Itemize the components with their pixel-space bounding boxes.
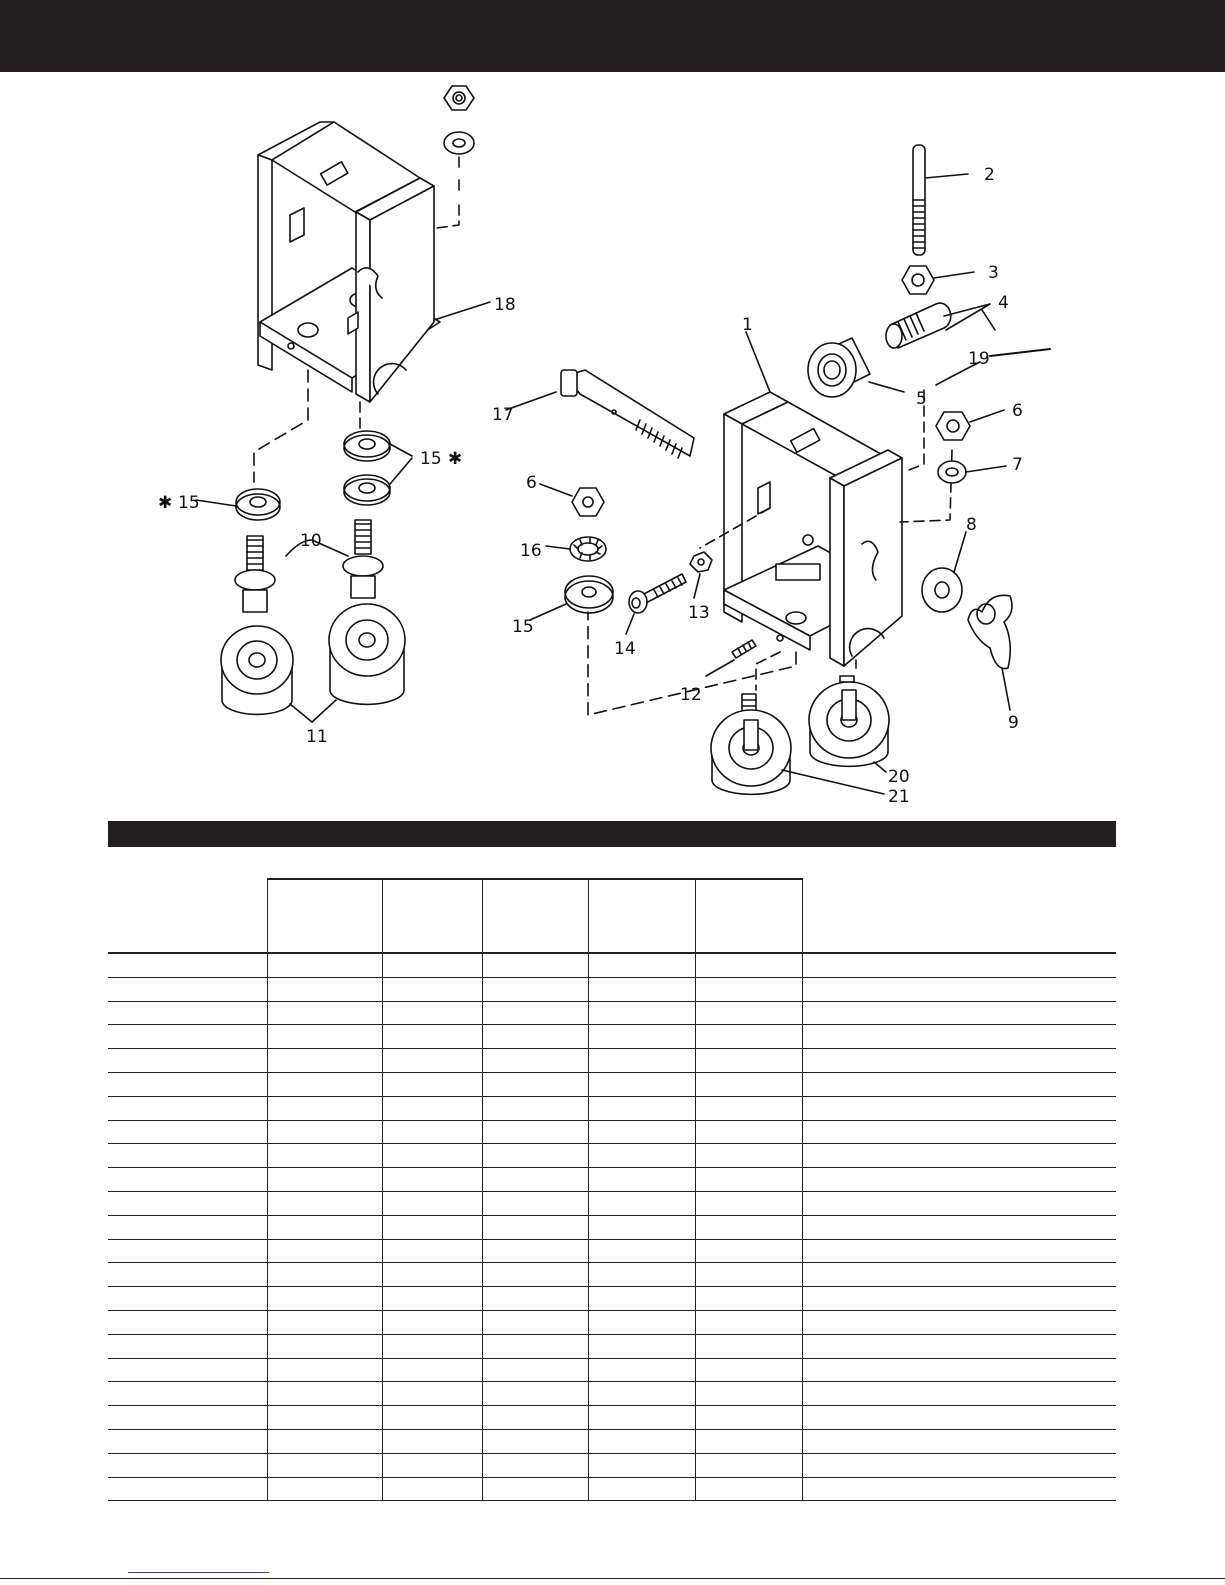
table-cell bbox=[382, 1120, 482, 1144]
table-cell bbox=[695, 1382, 802, 1406]
table-cell bbox=[695, 1310, 802, 1334]
table-cell bbox=[588, 1168, 695, 1192]
flat-washer-icon bbox=[922, 568, 962, 612]
table-cell bbox=[382, 1215, 482, 1239]
table-cell bbox=[482, 953, 588, 977]
table-cell bbox=[108, 1215, 267, 1239]
table-cell bbox=[695, 1358, 802, 1382]
table-cell bbox=[108, 1358, 267, 1382]
callout-3: 3 bbox=[988, 263, 999, 283]
table-cell bbox=[802, 1358, 1116, 1382]
table-cell bbox=[267, 1191, 382, 1215]
cap-screw-icon bbox=[629, 574, 686, 613]
carriage-bolt-icon bbox=[561, 370, 694, 458]
table-cell bbox=[108, 1120, 267, 1144]
table-cell bbox=[482, 1144, 588, 1168]
table-cell bbox=[802, 1049, 1116, 1073]
table-cell bbox=[588, 1334, 695, 1358]
callout-17: 17 bbox=[492, 405, 514, 425]
table-cell bbox=[267, 1049, 382, 1073]
table-cell bbox=[482, 1429, 588, 1453]
callout-10: 10 bbox=[300, 531, 322, 551]
table-cell bbox=[108, 1096, 267, 1120]
table-cell bbox=[108, 1453, 267, 1477]
table-row bbox=[108, 1358, 1116, 1382]
table-cell bbox=[482, 1406, 588, 1430]
table-cell bbox=[588, 1025, 695, 1049]
set-screw-icon bbox=[732, 640, 756, 658]
table-cell bbox=[802, 1120, 1116, 1144]
table-cell bbox=[588, 1287, 695, 1311]
table-cell bbox=[382, 1001, 482, 1025]
callout-9: 9 bbox=[1008, 713, 1019, 733]
header-cell bbox=[382, 879, 482, 953]
roller-icon bbox=[809, 676, 889, 766]
parts-list-table bbox=[108, 878, 1116, 1501]
header-cell bbox=[267, 879, 382, 953]
callout-8: 8 bbox=[966, 515, 977, 535]
flat-washer-icon bbox=[236, 489, 280, 520]
table-cell bbox=[482, 1025, 588, 1049]
table-cell bbox=[108, 1429, 267, 1453]
lock-washer-icon bbox=[444, 132, 474, 154]
callout-13: 13 bbox=[688, 603, 710, 623]
table-cell bbox=[482, 1310, 588, 1334]
table-cell bbox=[267, 1263, 382, 1287]
table-cell bbox=[802, 1191, 1116, 1215]
stud-icon bbox=[235, 536, 275, 612]
table-row bbox=[108, 1049, 1116, 1073]
table-cell bbox=[108, 1382, 267, 1406]
table-row bbox=[108, 1168, 1116, 1192]
table-cell bbox=[482, 1191, 588, 1215]
lock-washer-icon bbox=[938, 461, 966, 483]
table-cell bbox=[482, 1239, 588, 1263]
bearing-roller-icon bbox=[808, 338, 870, 397]
table-cell bbox=[588, 1453, 695, 1477]
table-cell bbox=[267, 953, 382, 977]
table-cell bbox=[267, 1477, 382, 1501]
table-cell bbox=[588, 1215, 695, 1239]
header-cell bbox=[588, 879, 695, 953]
table-cell bbox=[588, 1144, 695, 1168]
roller-icon bbox=[329, 604, 405, 704]
hex-nut-icon bbox=[444, 86, 474, 110]
table-row bbox=[108, 977, 1116, 1001]
table-cell bbox=[802, 1334, 1116, 1358]
table-cell bbox=[588, 977, 695, 1001]
table-row bbox=[108, 1310, 1116, 1334]
table-cell bbox=[588, 1477, 695, 1501]
table-cell bbox=[802, 1429, 1116, 1453]
table-cell bbox=[802, 1072, 1116, 1096]
table-cell bbox=[382, 1453, 482, 1477]
table-cell bbox=[695, 1096, 802, 1120]
table-cell bbox=[482, 1263, 588, 1287]
table-cell bbox=[588, 1406, 695, 1430]
table-cell bbox=[482, 1001, 588, 1025]
table-row bbox=[108, 1334, 1116, 1358]
callout-2: 2 bbox=[984, 165, 995, 185]
table-cell bbox=[382, 1358, 482, 1382]
table-cell bbox=[382, 1429, 482, 1453]
callout-1: 1 bbox=[742, 315, 753, 335]
table-row bbox=[108, 1477, 1116, 1501]
table-cell bbox=[802, 977, 1116, 1001]
table-cell bbox=[588, 1120, 695, 1144]
table-cell bbox=[695, 1263, 802, 1287]
table-cell bbox=[267, 1239, 382, 1263]
table-cell bbox=[695, 1453, 802, 1477]
hex-nut-icon bbox=[902, 266, 934, 294]
table-cell bbox=[267, 1429, 382, 1453]
table-cell bbox=[382, 1025, 482, 1049]
table-row bbox=[108, 1144, 1116, 1168]
table-row bbox=[108, 1072, 1116, 1096]
exploded-parts-diagram bbox=[0, 72, 1225, 812]
table-cell bbox=[482, 1072, 588, 1096]
table-cell bbox=[108, 1406, 267, 1430]
table-cell bbox=[108, 1049, 267, 1073]
table-cell bbox=[482, 1477, 588, 1501]
asterisk-mark: ✱ bbox=[448, 449, 463, 469]
left-guide-assembly bbox=[196, 86, 490, 722]
footer-link[interactable] bbox=[128, 1572, 269, 1573]
table-cell bbox=[482, 1215, 588, 1239]
table-cell bbox=[267, 1120, 382, 1144]
callout-14: 14 bbox=[614, 639, 636, 659]
callout-19: 19 bbox=[968, 349, 990, 369]
table-cell bbox=[382, 953, 482, 977]
table-cell bbox=[108, 977, 267, 1001]
callout-15: 15 bbox=[512, 617, 534, 637]
roller-icon bbox=[221, 626, 293, 714]
table-cell bbox=[382, 1096, 482, 1120]
table-cell bbox=[802, 1215, 1116, 1239]
table-cell bbox=[267, 1168, 382, 1192]
table-cell bbox=[267, 1001, 382, 1025]
table-cell bbox=[482, 1382, 588, 1406]
table-cell bbox=[695, 977, 802, 1001]
table-row bbox=[108, 1263, 1116, 1287]
table-cell bbox=[802, 1453, 1116, 1477]
table-cell bbox=[588, 953, 695, 977]
table-cell bbox=[588, 1191, 695, 1215]
table-row bbox=[108, 953, 1116, 977]
table-row bbox=[108, 1120, 1116, 1144]
table-cell bbox=[382, 1382, 482, 1406]
table-cell bbox=[108, 1144, 267, 1168]
table-row bbox=[108, 1429, 1116, 1453]
table-cell bbox=[382, 1287, 482, 1311]
table-row bbox=[108, 1453, 1116, 1477]
table-cell bbox=[482, 1358, 588, 1382]
table-cell bbox=[588, 1239, 695, 1263]
table-cell bbox=[802, 1477, 1116, 1501]
table-cell bbox=[695, 1429, 802, 1453]
callout-21: 21 bbox=[888, 787, 910, 807]
table-cell bbox=[482, 1168, 588, 1192]
table-cell bbox=[588, 1263, 695, 1287]
table-cell bbox=[267, 1334, 382, 1358]
table-row bbox=[108, 1382, 1116, 1406]
table-cell bbox=[802, 953, 1116, 977]
table-cell bbox=[482, 1120, 588, 1144]
stud-icon bbox=[343, 520, 383, 598]
table-cell bbox=[382, 1168, 482, 1192]
table-cell bbox=[695, 1287, 802, 1311]
table-cell bbox=[382, 1263, 482, 1287]
table-cell bbox=[267, 1453, 382, 1477]
table-cell bbox=[695, 1334, 802, 1358]
table-cell bbox=[108, 1025, 267, 1049]
table-cell bbox=[588, 1382, 695, 1406]
flat-washer-icon bbox=[565, 576, 613, 613]
table-row bbox=[108, 1025, 1116, 1049]
table-cell bbox=[802, 1239, 1116, 1263]
callout-6: 6 bbox=[526, 473, 537, 493]
table-cell bbox=[695, 1406, 802, 1430]
table-cell bbox=[802, 1263, 1116, 1287]
table-row bbox=[108, 1287, 1116, 1311]
callout-16: 16 bbox=[520, 541, 542, 561]
table-cell bbox=[108, 1191, 267, 1215]
table-cell bbox=[267, 1310, 382, 1334]
callout-15: 15 bbox=[178, 493, 200, 513]
callout-15: 15 bbox=[420, 449, 442, 469]
table-cell bbox=[695, 1072, 802, 1096]
table-cell bbox=[695, 1191, 802, 1215]
star-washer-icon bbox=[570, 537, 606, 561]
table-cell bbox=[588, 1358, 695, 1382]
knurled-pin-icon bbox=[886, 303, 951, 348]
header-bar bbox=[0, 0, 1225, 72]
table-row bbox=[108, 1096, 1116, 1120]
table-cell bbox=[482, 1049, 588, 1073]
callout-12: 12 bbox=[680, 685, 702, 705]
small-nut-icon bbox=[690, 552, 712, 572]
table-cell bbox=[108, 953, 267, 977]
table-cell bbox=[382, 1310, 482, 1334]
table-cell bbox=[382, 1477, 482, 1501]
table-cell bbox=[802, 1025, 1116, 1049]
table-cell bbox=[802, 1001, 1116, 1025]
table-cell bbox=[382, 1191, 482, 1215]
table-cell bbox=[108, 1072, 267, 1096]
header-cell bbox=[802, 879, 1116, 953]
table-cell bbox=[588, 1429, 695, 1453]
table-cell bbox=[267, 1382, 382, 1406]
table-cell bbox=[695, 1239, 802, 1263]
table-cell bbox=[108, 1477, 267, 1501]
table-cell bbox=[802, 1144, 1116, 1168]
table-cell bbox=[108, 1001, 267, 1025]
table-cell bbox=[382, 1072, 482, 1096]
table-cell bbox=[802, 1382, 1116, 1406]
table-cell bbox=[482, 977, 588, 1001]
table-cell bbox=[802, 1287, 1116, 1311]
table-cell bbox=[267, 1358, 382, 1382]
table-cell bbox=[695, 1049, 802, 1073]
table-cell bbox=[588, 1096, 695, 1120]
parts-table-body bbox=[108, 879, 1116, 1501]
table-cell bbox=[695, 1215, 802, 1239]
table-cell bbox=[802, 1096, 1116, 1120]
flat-washer-icon bbox=[344, 431, 390, 461]
table-cell bbox=[588, 1049, 695, 1073]
table-cell bbox=[108, 1310, 267, 1334]
table-cell bbox=[482, 1334, 588, 1358]
table-cell bbox=[267, 1025, 382, 1049]
table-cell bbox=[267, 1144, 382, 1168]
callout-18: 18 bbox=[494, 295, 516, 315]
callout-6: 6 bbox=[1012, 401, 1023, 421]
table-cell bbox=[588, 1310, 695, 1334]
table-cell bbox=[108, 1334, 267, 1358]
roller-icon bbox=[711, 694, 791, 794]
callout-20: 20 bbox=[888, 767, 910, 787]
table-cell bbox=[108, 1263, 267, 1287]
table-cell bbox=[588, 1072, 695, 1096]
table-cell bbox=[482, 1453, 588, 1477]
asterisk-mark: ✱ bbox=[158, 493, 173, 513]
table-cell bbox=[695, 1168, 802, 1192]
hex-nut-icon bbox=[936, 412, 970, 440]
table-cell bbox=[108, 1239, 267, 1263]
callout-11: 11 bbox=[306, 727, 328, 747]
table-cell bbox=[267, 1406, 382, 1430]
threaded-rod-icon bbox=[913, 145, 925, 255]
footer-rule bbox=[0, 1578, 1225, 1579]
header-cell bbox=[695, 879, 802, 953]
wing-nut-icon bbox=[968, 595, 1012, 668]
table-cell bbox=[482, 1287, 588, 1311]
header-cell bbox=[482, 879, 588, 953]
table-cell bbox=[382, 1239, 482, 1263]
table-cell bbox=[267, 977, 382, 1001]
table-cell bbox=[482, 1096, 588, 1120]
table-cell bbox=[802, 1406, 1116, 1430]
callout-4: 4 bbox=[998, 293, 1009, 313]
table-cell bbox=[802, 1168, 1116, 1192]
table-cell bbox=[267, 1072, 382, 1096]
table-cell bbox=[108, 1287, 267, 1311]
table-row bbox=[108, 1239, 1116, 1263]
table-cell bbox=[695, 1120, 802, 1144]
table-row bbox=[108, 1191, 1116, 1215]
table-cell bbox=[802, 1310, 1116, 1334]
table-header-row bbox=[108, 879, 1116, 953]
table-cell bbox=[588, 1001, 695, 1025]
table-cell bbox=[382, 1406, 482, 1430]
right-guide-assembly bbox=[506, 145, 1050, 794]
hex-nut-icon bbox=[572, 488, 604, 516]
table-cell bbox=[267, 1215, 382, 1239]
table-cell bbox=[267, 1287, 382, 1311]
table-cell bbox=[695, 1477, 802, 1501]
table-cell bbox=[108, 1168, 267, 1192]
table-cell bbox=[695, 953, 802, 977]
table-cell bbox=[695, 1001, 802, 1025]
table-cell bbox=[382, 1334, 482, 1358]
table-row bbox=[108, 1406, 1116, 1430]
callout-7: 7 bbox=[1012, 455, 1023, 475]
table-cell bbox=[695, 1144, 802, 1168]
flat-washer-icon bbox=[344, 475, 390, 505]
table-cell bbox=[382, 1144, 482, 1168]
header-cell bbox=[108, 879, 267, 953]
table-row bbox=[108, 1001, 1116, 1025]
table-cell bbox=[382, 977, 482, 1001]
table-cell bbox=[382, 1049, 482, 1073]
section-header-bar bbox=[108, 821, 1116, 847]
callout-5: 5 bbox=[916, 389, 927, 409]
table-cell bbox=[267, 1096, 382, 1120]
table-cell bbox=[695, 1025, 802, 1049]
table-row bbox=[108, 1215, 1116, 1239]
